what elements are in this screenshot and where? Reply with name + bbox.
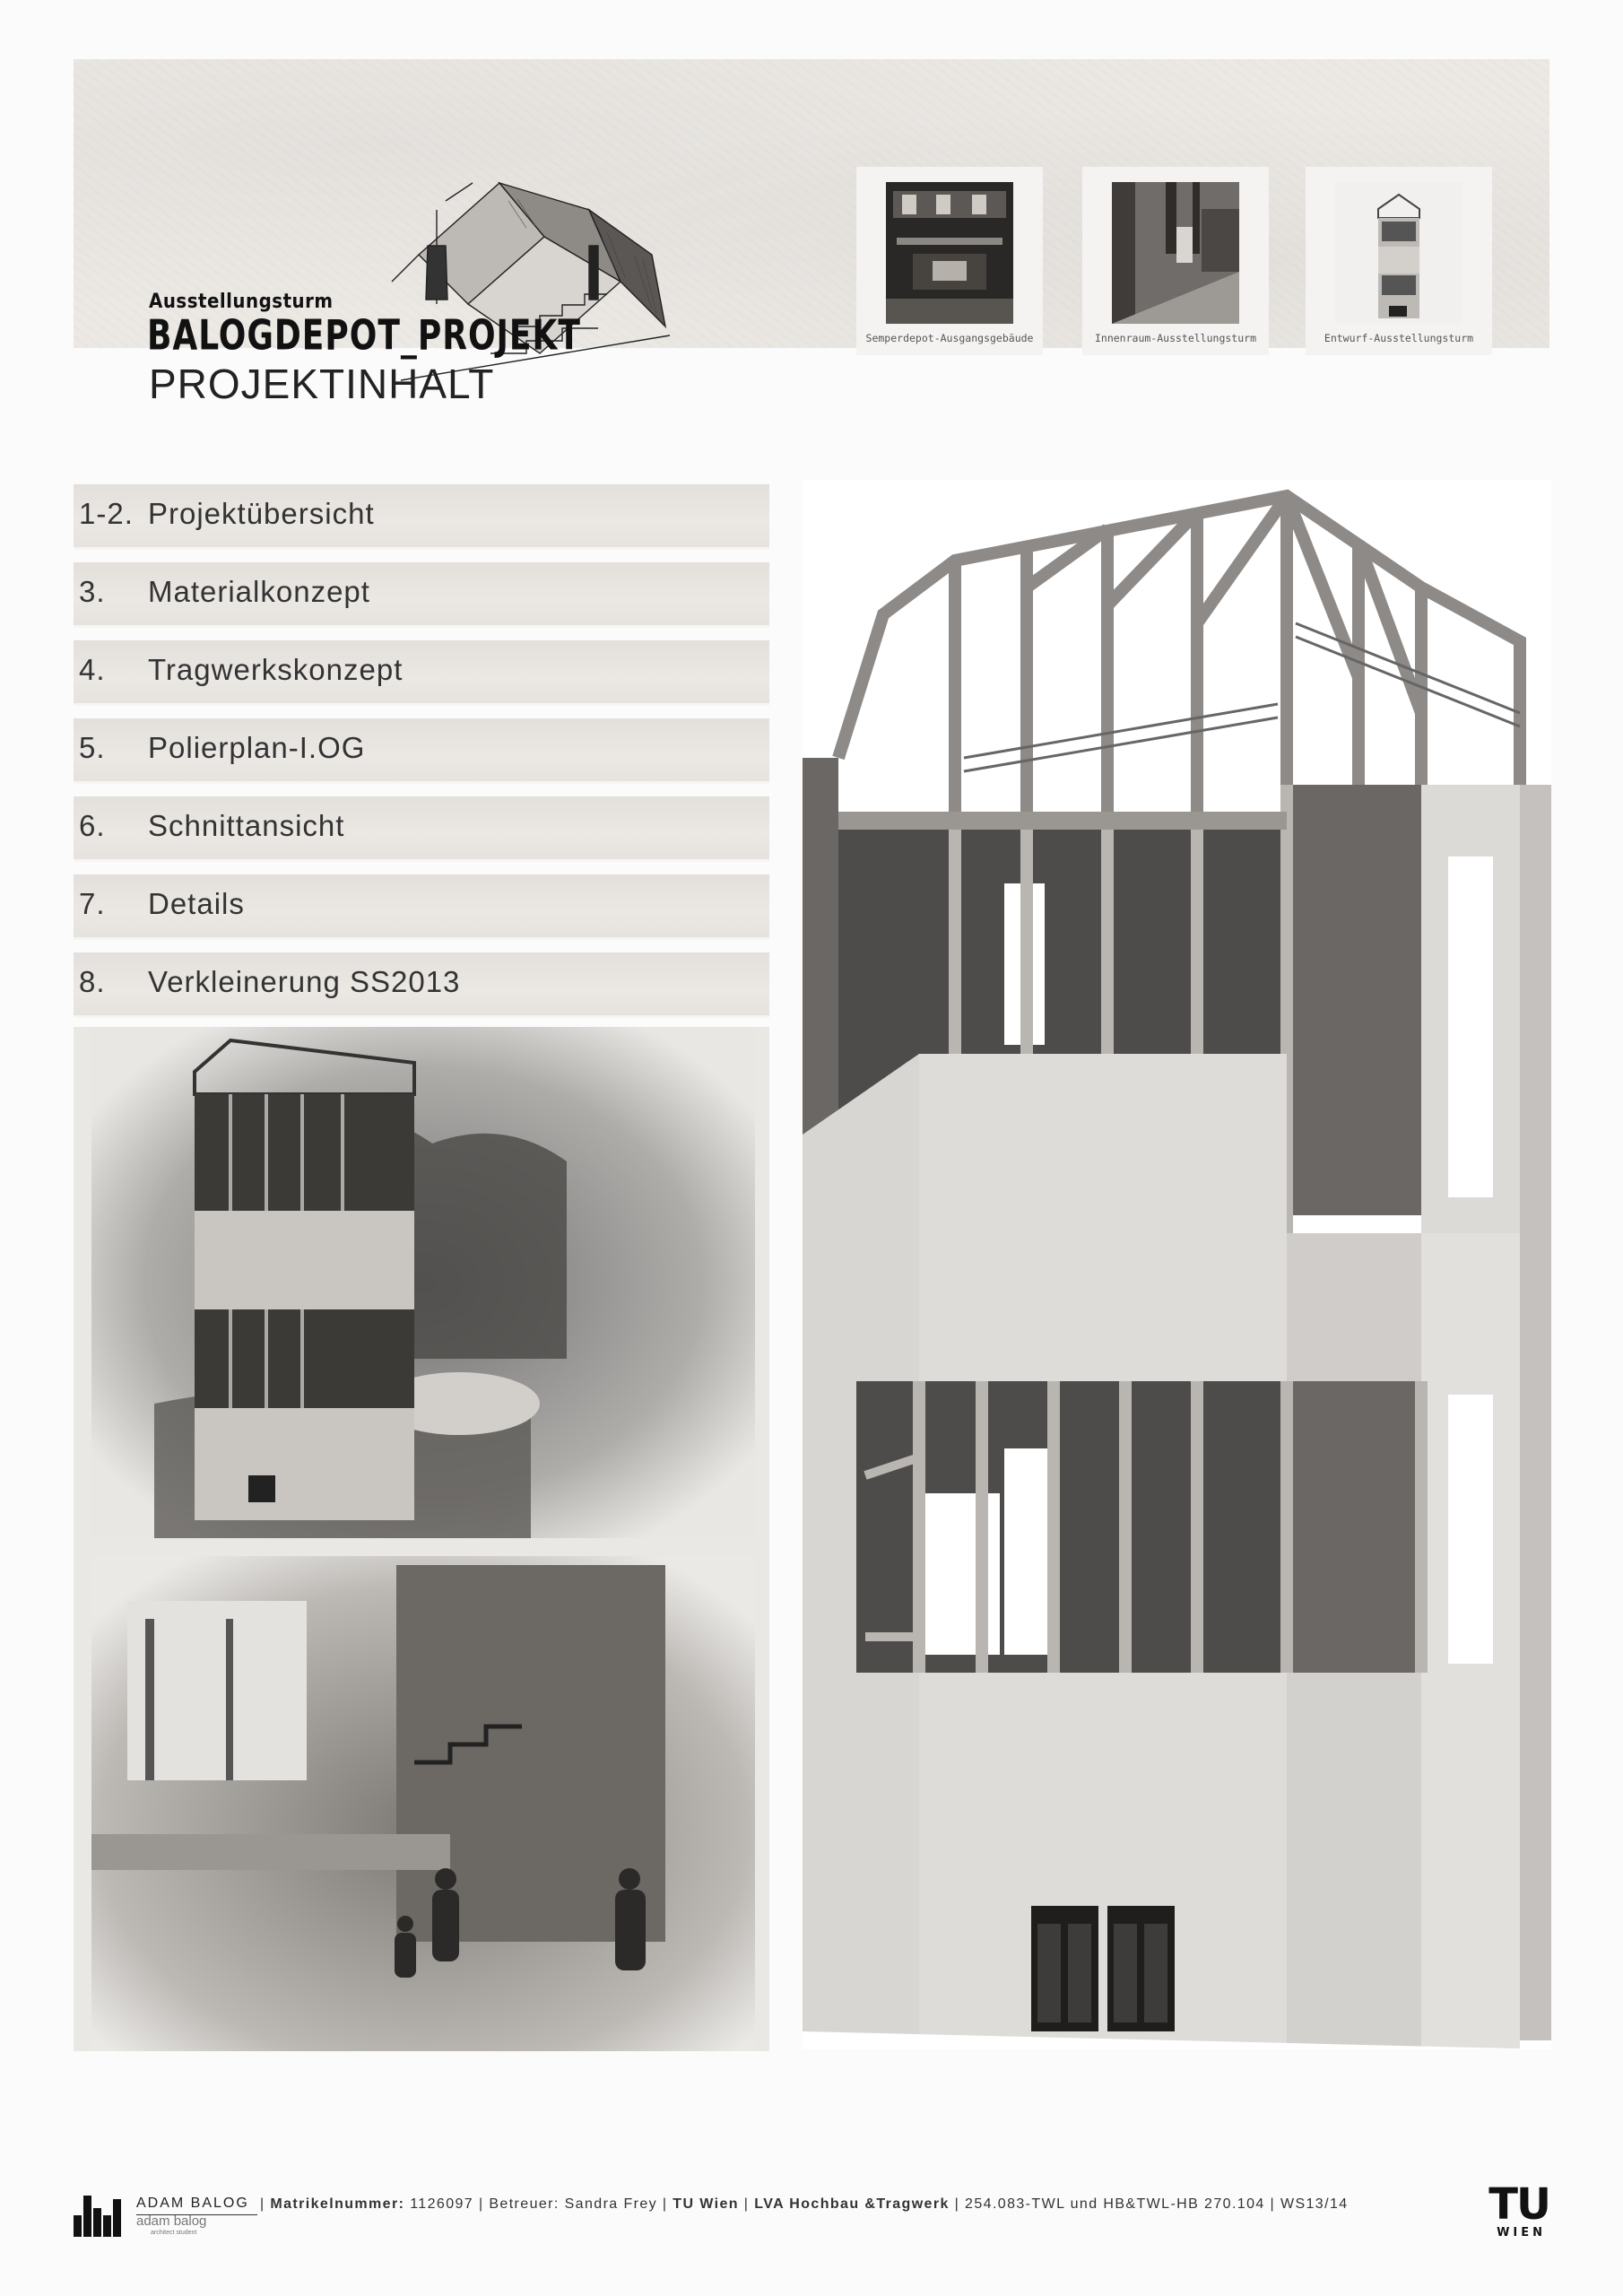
toc-number: 5. [79,731,106,764]
interior-photo-icon [1112,182,1239,324]
table-of-contents [74,484,769,1031]
thumbnail-design [1306,167,1492,355]
thumbnail-caption: Semperdepot-Ausgangsgebäude [865,332,1034,344]
supervisor: Betreuer: Sandra Frey [489,2196,658,2212]
toc-item[interactable] [74,562,769,625]
tu-logo-wien: WIEN [1497,2226,1546,2239]
page-title: PROJEKTINHALT [149,361,495,407]
toc-title: Materialkonzept [148,575,370,608]
tower-miniature [195,1040,414,1520]
author-logo-icon [74,2188,127,2237]
render-collage [74,1027,769,2051]
toc-number: 7. [79,887,106,920]
toc-number: 6. [79,809,106,842]
header-banner [74,59,1549,407]
semester: WS13/14 [1280,2196,1349,2212]
thumbnail-semperdepot [856,167,1043,355]
thumbnail-interior [1082,167,1269,355]
toc-title: Tragwerkskonzept [148,653,404,686]
toc-item[interactable] [74,874,769,937]
toc-item[interactable] [74,484,769,547]
project-subtitle: Ausstellungsturm [149,291,334,313]
matrikel-label: Matrikelnummer: [270,2196,405,2212]
toc-title: Details [148,887,245,920]
toc-title: Verkleinerung SS2013 [148,965,461,998]
toc-number: 4. [79,653,106,686]
footer [74,2179,1549,2240]
thumbnail-caption: Entwurf-Ausstellungsturm [1324,332,1474,344]
course-name: LVA Hochbau &Tragwerk [754,2196,950,2212]
toc-item[interactable] [74,952,769,1015]
author-name: ADAM BALOG [136,2196,249,2211]
tower-render [803,480,1551,2049]
university: TU Wien [673,2196,739,2212]
footer-credits: | Matrikelnummer: 1126097 | Betreuer: Sandra Frey | TU Wien | LVA Hochbau &Tragwerk | 254.083-TWL und HB&TWL-HB 270.104 | WS13/14 [260,2196,1349,2212]
author-signature: adam balog [136,2213,207,2229]
hall-photo-icon [886,182,1013,324]
matrikel-value: 1126097 [410,2196,474,2212]
thumbnail-caption: Innenraum-Ausstellungsturm [1094,332,1256,344]
author-signature-sub: architect student [151,2230,197,2236]
tu-wien-logo [1487,2179,1549,2240]
toc-title: Schnittansicht [148,809,345,842]
tower-photo-icon [1335,182,1462,324]
tu-logo-letters: TU [1488,2179,1549,2230]
toc-item[interactable] [74,718,769,781]
toc-number: 1-2. [79,497,134,530]
toc-number: 8. [79,965,106,998]
toc-number: 3. [79,575,106,608]
toc-title: Polierplan-I.OG [148,731,366,764]
project-title: BALOGDEPOT_PROJEKT [147,312,581,360]
toc-item[interactable] [74,640,769,703]
toc-item[interactable] [74,796,769,859]
course-codes: 254.083-TWL und HB&TWL-HB 270.104 [965,2196,1265,2212]
toc-title: Projektübersicht [148,497,375,530]
